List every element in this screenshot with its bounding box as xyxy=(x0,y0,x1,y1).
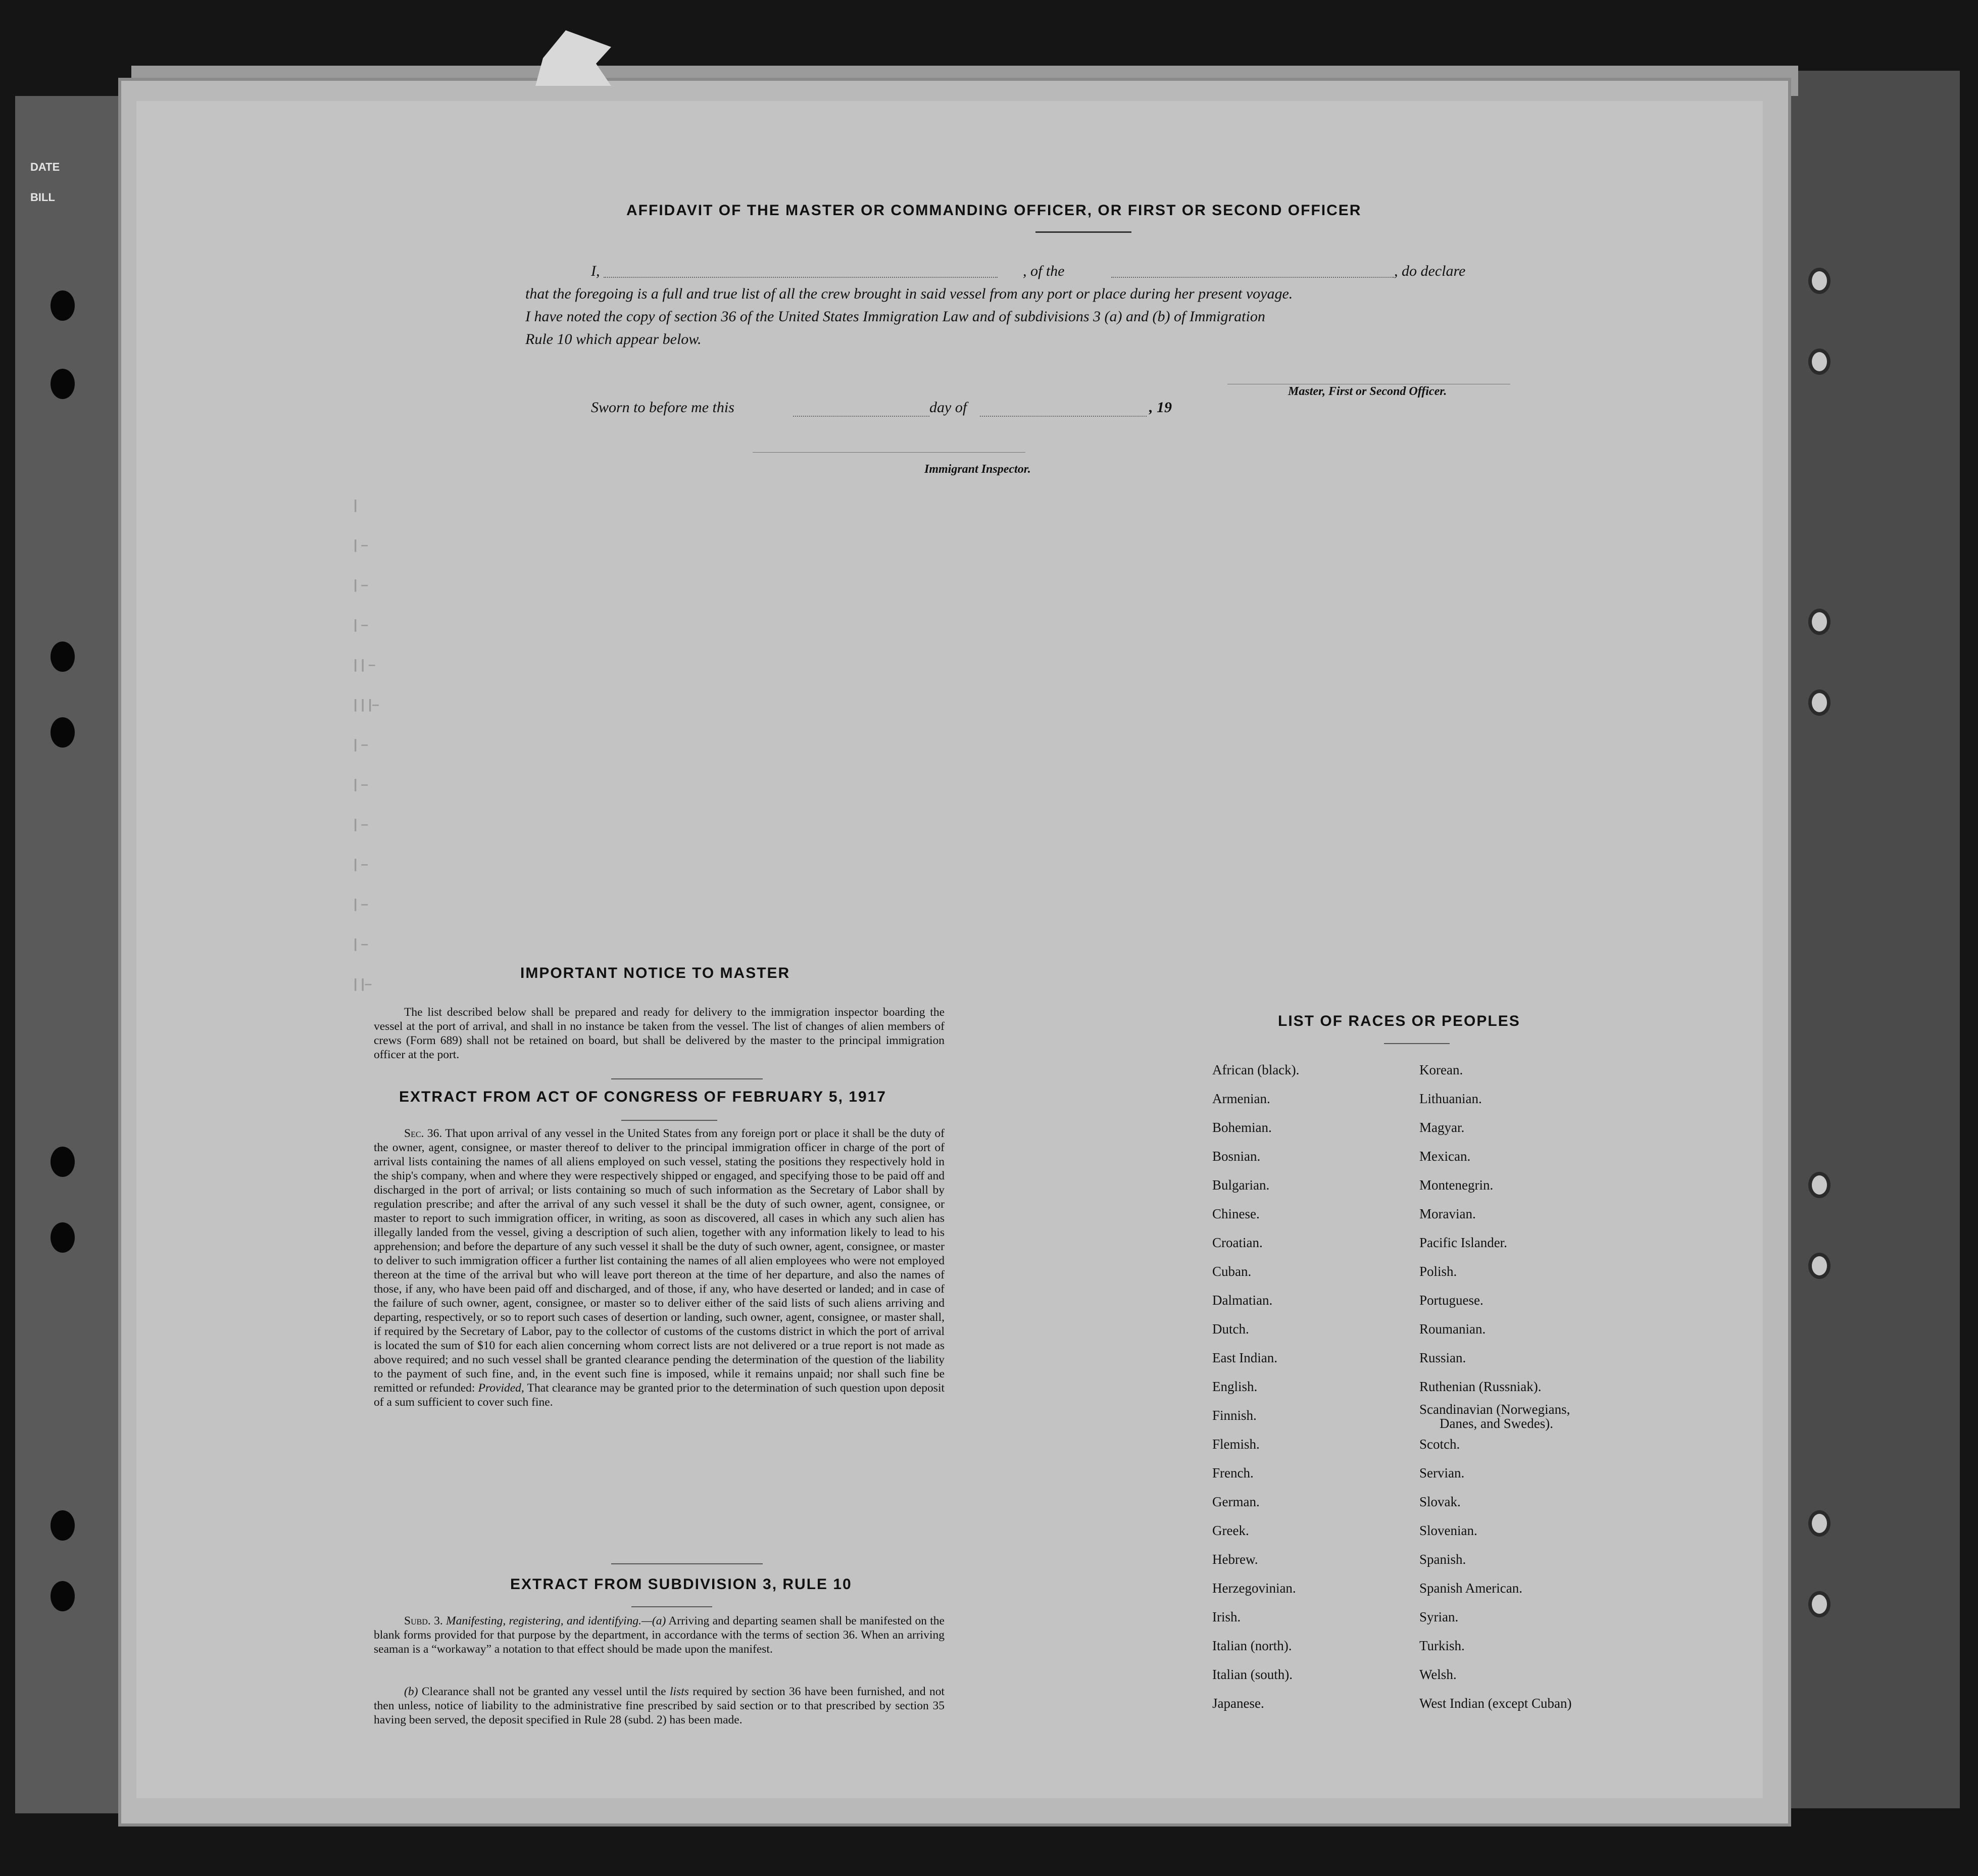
inspector-line xyxy=(753,452,1025,453)
punch-hole xyxy=(51,1510,75,1541)
race-item: Moravian. xyxy=(1419,1206,1476,1221)
race-item: Italian (south). xyxy=(1212,1667,1293,1682)
race-item: English. xyxy=(1212,1379,1258,1394)
subd-heading: Manifesting, registering, and identifying.—(a) xyxy=(446,1614,666,1627)
torn-paper-fragment xyxy=(535,30,611,86)
subd-b-post: required by section 36 have been furnished, and not then unless, notice of liability to the administrative fine prescribed by said section or to that prescribed by section 35 having been served, the deposit specified in Rule 28 (subd. 2) has been made. xyxy=(374,1685,945,1726)
document-page-inner xyxy=(136,101,1763,1798)
race-item: French. xyxy=(1212,1465,1254,1480)
race-item: Mexican. xyxy=(1419,1149,1471,1164)
binder-ring xyxy=(1808,1172,1831,1198)
affidavit-vessel-blank xyxy=(1111,277,1394,278)
document-page xyxy=(121,81,1788,1823)
race-item: Pacific Islander. xyxy=(1419,1235,1507,1250)
affidavit-line1-i: I, xyxy=(591,263,600,279)
notice-rule xyxy=(611,1078,763,1079)
race-item-continuation: Danes, and Swedes). xyxy=(1440,1416,1553,1431)
race-item: Italian (north). xyxy=(1212,1638,1292,1653)
races-title: LIST OF RACES OR PEOPLES xyxy=(1278,1013,1520,1029)
extract-rule-divider xyxy=(611,1563,763,1564)
punch-hole xyxy=(51,369,75,399)
race-item: Russian. xyxy=(1419,1350,1466,1365)
race-item: Spanish. xyxy=(1419,1552,1466,1567)
binder-ring xyxy=(1808,1591,1831,1617)
punch-hole xyxy=(51,1581,75,1611)
race-item: Turkish. xyxy=(1419,1638,1465,1653)
race-item: Scandinavian (Norwegians, xyxy=(1419,1402,1570,1417)
sworn-day-blank xyxy=(793,416,929,417)
affidavit-title: AFFIDAVIT OF THE MASTER OR COMMANDING OFFICER, OR FIRST OR SECOND OFFICER xyxy=(626,202,1362,219)
race-item: Ruthenian (Russniak). xyxy=(1419,1379,1542,1394)
affidavit-line2: that the foregoing is a full and true list of all the crew brought in said vessel from any port or place during her present voyage. xyxy=(525,285,1293,302)
extract-rule-title: EXTRACT FROM SUBDIVISION 3, RULE 10 xyxy=(510,1576,852,1593)
sworn-text: Sworn to before me this xyxy=(591,399,734,416)
race-item: Welsh. xyxy=(1419,1667,1457,1682)
race-item: Magyar. xyxy=(1419,1120,1465,1135)
race-item: East Indian. xyxy=(1212,1350,1277,1365)
race-item: Montenegrin. xyxy=(1419,1177,1494,1193)
margin-bill-label: BILL xyxy=(30,191,55,204)
race-item: Scotch. xyxy=(1419,1437,1460,1452)
extract-act-body xyxy=(374,1126,945,1409)
race-item: Armenian. xyxy=(1212,1091,1270,1106)
affidavit-line1-of-the: , of the xyxy=(1023,263,1065,279)
section-36-text: That upon arrival of any vessel in the United States from any foreign port or place it shall be the duty of the owner, agent, consignee, or master thereof to deliver to the principal immigration officer in charge of the port of arrival lists containing the names of all aliens employed on such vessel, stating the positions they respectively hold in the ship's company, when and where they were respectively shipped or engaged, and specifying those to be paid off and discharged in the port of arrival; or lists containing so much of such information as the Secretary of Labor shall by regulation prescribe; and after the arrival of any such vessel it shall be the duty of such owner, agent, consignee, or master to report to such immigration officer, in writing, as soon as discovered, all cases in which any such alien has illegally landed from the vessel, giving a description of such alien, together with any information likely to lead to his apprehension; and before the departure of any such vessel it shall be the duty of such owner, agent, consignee, or master to deliver to such immigration officer a further list containing the names of all alien employees who were not employed thereon at the time of the arrival but who will leave port thereon at the time of her departure, and also the names of those, if any, who have been paid off and discharged, and of those, if any, who have deserted or landed; and in case of the failure of such owner, agent, consignee, or master so to deliver either of the said lists of such aliens arriving and departing, respectively, or so to report such cases of desertion or landing, such owner, agent, consignee, or master shall, if required by the Secretary of Labor, pay to the collector of customs of the customs district in which the port of arrival is located the sum of $10 for each alien concerning whom correct lists are not delivered or a true report is not made as above required; and no such vessel shall be granted clearance pending the determination of the question of the liability to the payment of such fine, and, in the event such fine is imposed, while it remains unpaid; nor shall such fine be remitted or refunded: xyxy=(374,1127,945,1395)
subd-b-lists: lists xyxy=(670,1685,689,1698)
extract-act-title: EXTRACT FROM ACT OF CONGRESS OF FEBRUARY 5, 1917 xyxy=(399,1089,886,1105)
margin-date-label: DATE xyxy=(30,161,60,173)
binder-ring xyxy=(1808,349,1831,375)
race-item: Slovenian. xyxy=(1419,1523,1477,1538)
extract-rule-title-rule xyxy=(631,1606,712,1607)
punch-hole xyxy=(51,290,75,321)
binder-ring xyxy=(1808,689,1831,716)
punch-hole xyxy=(51,641,75,672)
race-item: Bulgarian. xyxy=(1212,1177,1270,1193)
race-item: Spanish American. xyxy=(1419,1581,1522,1596)
binder-ring xyxy=(1808,609,1831,635)
extract-act-rule xyxy=(621,1120,717,1121)
binder-ring xyxy=(1808,1510,1831,1537)
affidavit-title-rule xyxy=(1035,231,1131,233)
punch-hole xyxy=(51,1147,75,1177)
section-label: Sec. 36. xyxy=(404,1127,442,1140)
sworn-day-of: day of xyxy=(929,399,967,416)
race-item: Lithuanian. xyxy=(1419,1091,1482,1106)
binder-ring xyxy=(1808,1253,1831,1279)
race-item: Bohemian. xyxy=(1212,1120,1272,1135)
race-item: German. xyxy=(1212,1494,1260,1509)
proviso-text: That clearance may be granted prior to the determination of such question upon deposit of a sum sufficient to cover such fine. xyxy=(374,1381,945,1409)
race-item: Hebrew. xyxy=(1212,1552,1258,1567)
race-item: Polish. xyxy=(1419,1264,1457,1279)
race-item: Slovak. xyxy=(1419,1494,1461,1509)
notice-title: IMPORTANT NOTICE TO MASTER xyxy=(520,965,790,981)
race-item: Japanese. xyxy=(1212,1696,1264,1711)
sworn-year: , 19 xyxy=(1149,399,1172,416)
race-item: Roumanian. xyxy=(1419,1321,1486,1337)
punch-hole xyxy=(51,1222,75,1253)
race-item: Flemish. xyxy=(1212,1437,1260,1452)
race-item: Chinese. xyxy=(1212,1206,1260,1221)
race-item: Finnish. xyxy=(1212,1408,1257,1423)
affidavit-line1-declare: , do declare xyxy=(1394,263,1466,279)
race-item: Syrian. xyxy=(1419,1609,1459,1624)
punch-hole xyxy=(51,717,75,748)
subd-b-pre: Clearance shall not be granted any vessel until the xyxy=(421,1685,666,1698)
races-title-rule xyxy=(1384,1043,1450,1044)
race-item: Servian. xyxy=(1419,1465,1465,1480)
race-item: Dalmatian. xyxy=(1212,1293,1273,1308)
proviso-label: Provided, xyxy=(478,1381,524,1395)
race-item: Korean. xyxy=(1419,1062,1463,1077)
subd-label: Subd. 3. xyxy=(404,1614,443,1627)
race-item: Irish. xyxy=(1212,1609,1241,1624)
sworn-month-blank xyxy=(980,416,1147,417)
race-item: African (black). xyxy=(1212,1062,1300,1077)
race-item: West Indian (except Cuban) xyxy=(1419,1696,1572,1711)
race-item: Herzegovinian. xyxy=(1212,1581,1296,1596)
race-item: Greek. xyxy=(1212,1523,1249,1538)
extract-rule-subd-b xyxy=(374,1685,945,1727)
inspector-caption: Immigrant Inspector. xyxy=(924,463,1031,476)
subd-b-label: (b) xyxy=(404,1685,418,1698)
bleed-through-marks: | | – | – | – | | – | | |– | – | – | – | – | – | – | |– xyxy=(354,497,379,991)
affidavit-line3: I have noted the copy of section 36 of the United States Immigration Law and of subdivisions 3 (a) and (b) of Immigration xyxy=(525,308,1265,325)
race-item: Croatian. xyxy=(1212,1235,1263,1250)
race-item: Cuban. xyxy=(1212,1264,1252,1279)
race-item: Portuguese. xyxy=(1419,1293,1484,1308)
subd-a-text: Arriving and departing seamen shall be manifested on the blank forms provided for that purpose by the department, in accordance with the terms of section 36. When an arriving seaman is a “workaway” a notation to that effect should be made upon the manifest. xyxy=(374,1614,945,1656)
race-item: Bosnian. xyxy=(1212,1149,1261,1164)
binder-ring xyxy=(1808,268,1831,294)
notice-body: The list described below shall be prepared and ready for delivery to the immigration inspector boarding the vessel at the port of arrival, and shall in no instance be taken from the vessel. The list of changes of alien members of crews (Form 689) shall not be retained on board, but shall be delivered by the master to the principal immigration officer at the port. xyxy=(374,1006,945,1061)
affidavit-line4: Rule 10 which appear below. xyxy=(525,331,702,348)
affidavit-name-blank xyxy=(604,277,998,278)
race-item: Dutch. xyxy=(1212,1321,1249,1337)
extract-rule-subd-a xyxy=(374,1614,945,1656)
signature-caption: Master, First or Second Officer. xyxy=(1288,385,1447,398)
